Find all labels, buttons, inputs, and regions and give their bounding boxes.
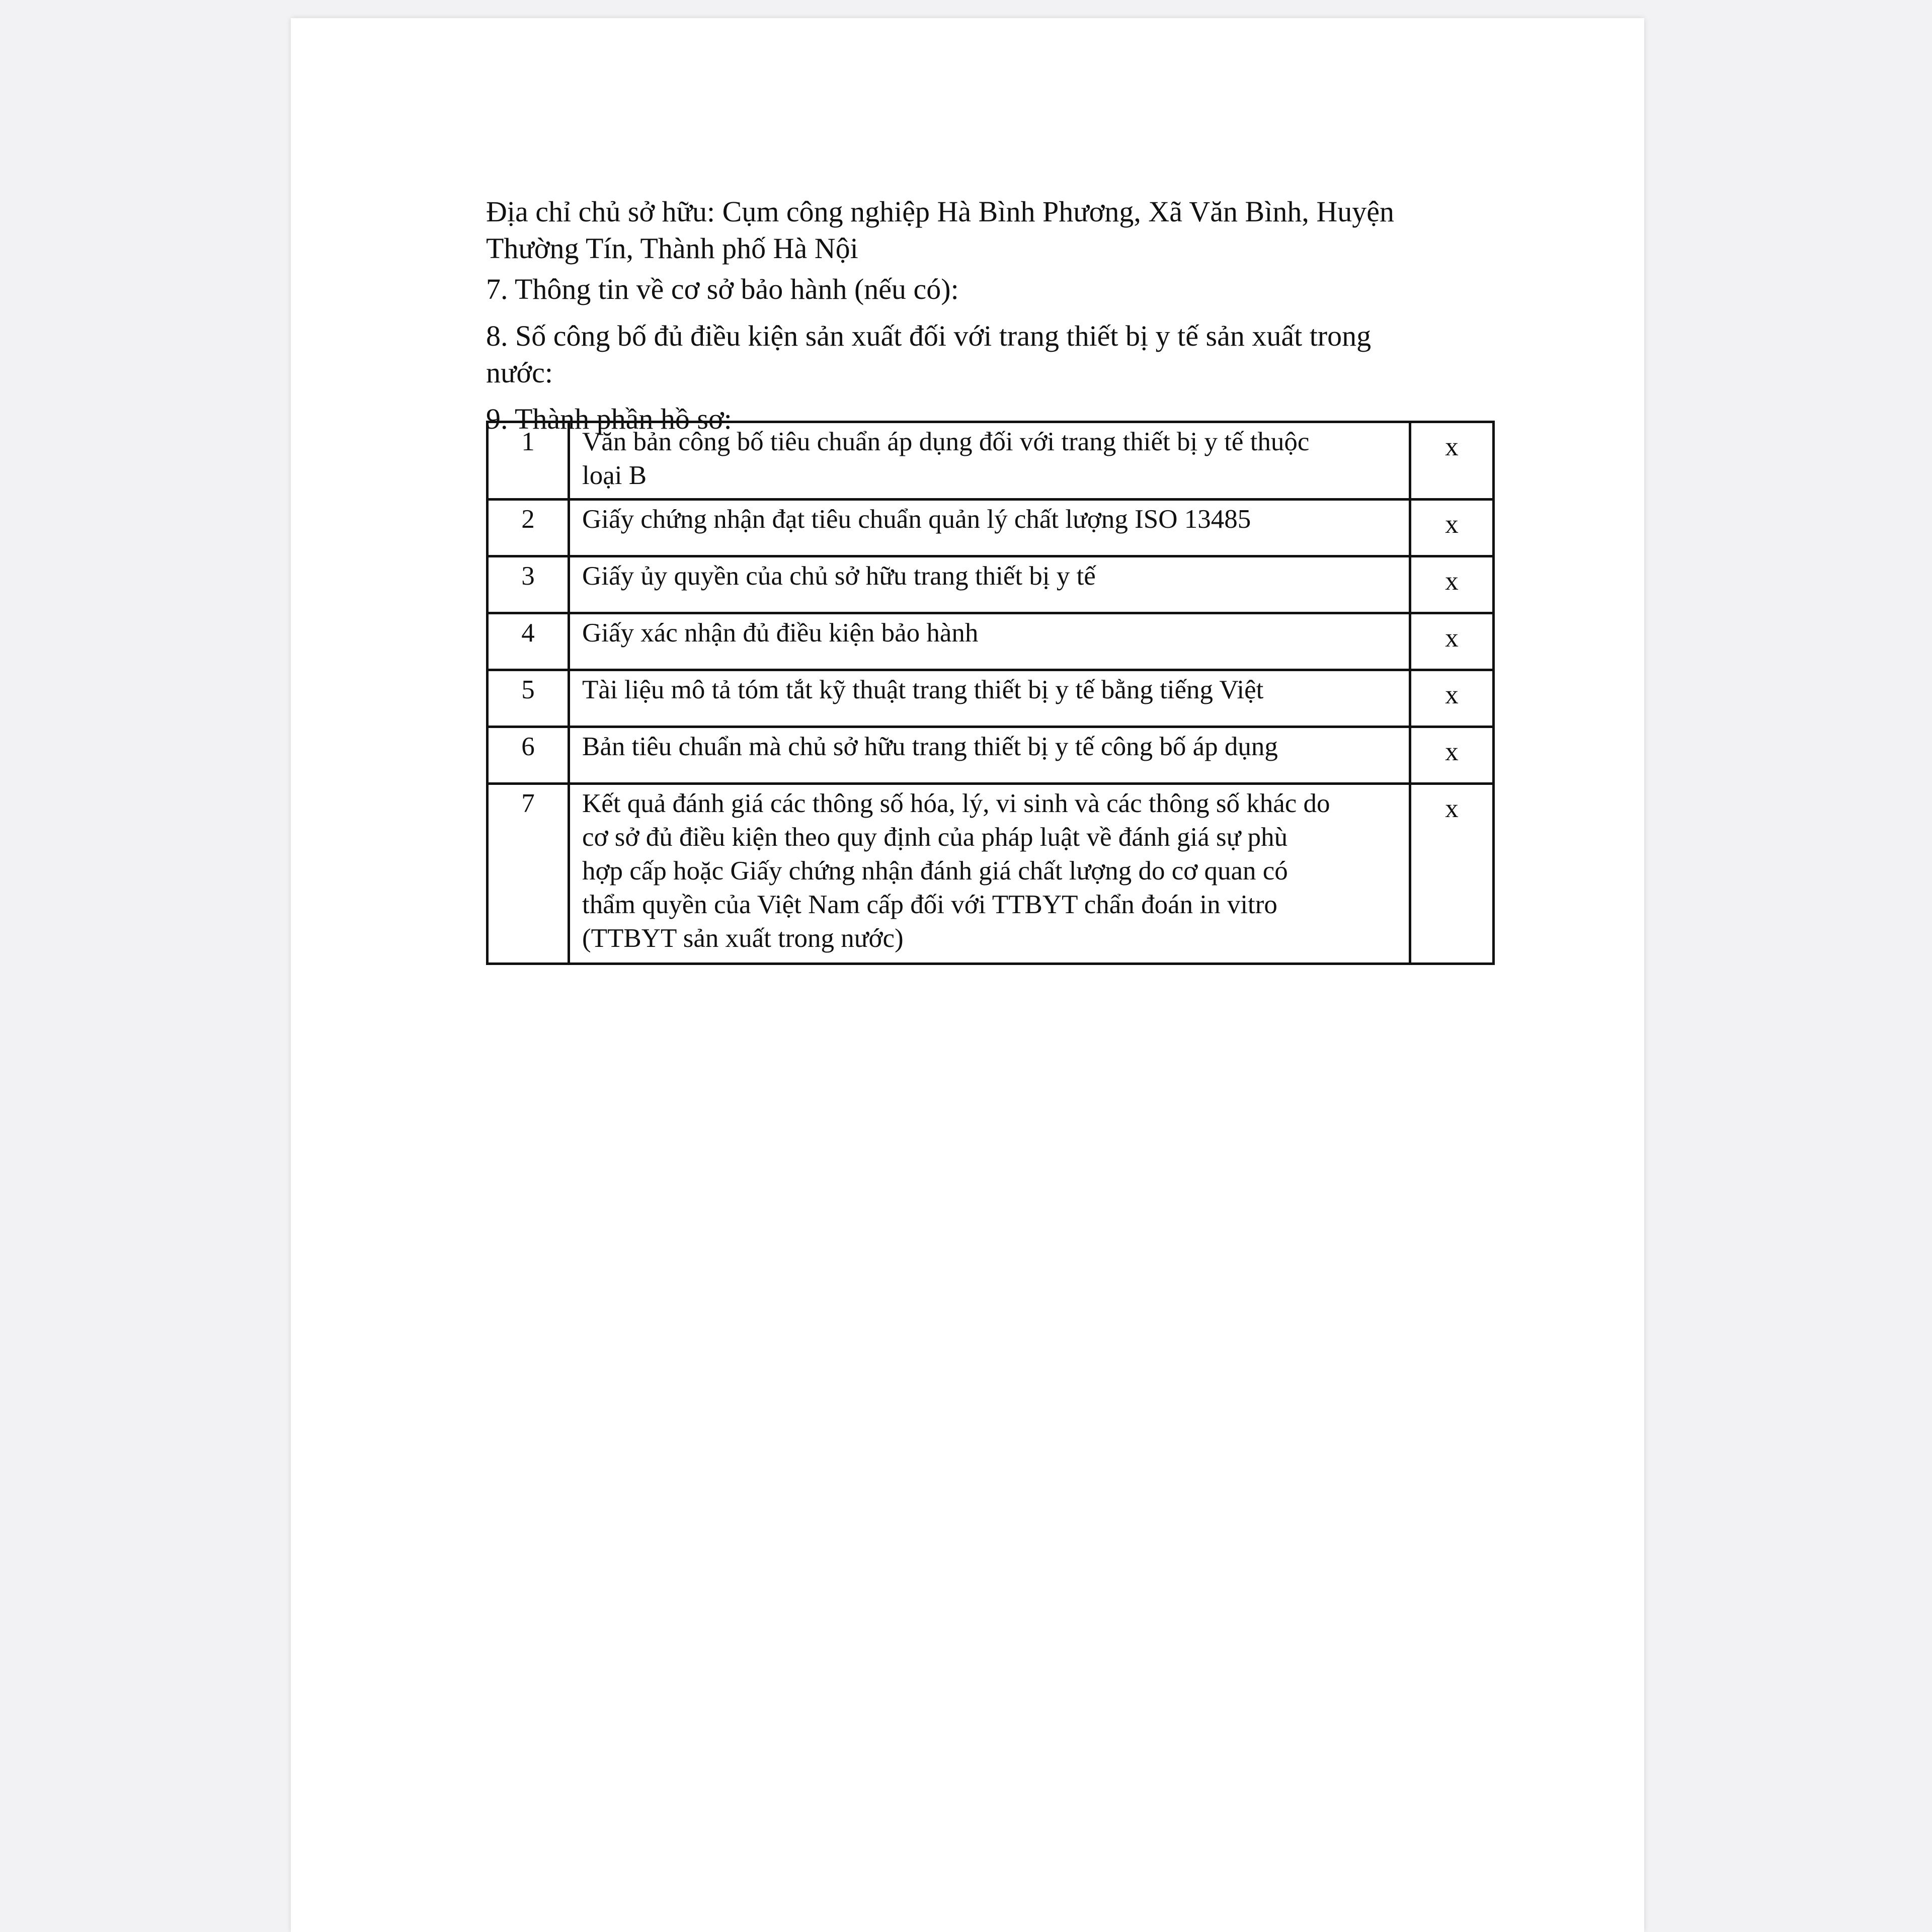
row-number: 1	[488, 422, 569, 500]
table-row	[488, 670, 1494, 727]
description-line: Tài liệu mô tả tóm tắt kỹ thuật trang thiết bị y tế bằng tiếng Việt	[582, 675, 1264, 704]
row-number: 2	[488, 500, 569, 556]
warranty-info-item: 7. Thông tin về cơ sở bảo hành (nếu có):	[486, 273, 959, 305]
owner-address-line-2: Thường Tín, Thành phố Hà Nội	[486, 232, 858, 265]
description-line: cơ sở đủ điều kiện theo quy định của pháp luật về đánh giá sự phù	[582, 823, 1288, 852]
owner-address-line-1: Địa chỉ chủ sở hữu: Cụm công nghiệp Hà Bình Phương, Xã Văn Bình, Huyện	[486, 195, 1394, 228]
row-number: 7	[488, 784, 569, 964]
description-line: Giấy xác nhận đủ điều kiện bảo hành	[582, 618, 979, 648]
table-row	[488, 613, 1494, 670]
table-row	[488, 500, 1494, 556]
row-check-mark: x	[1410, 422, 1494, 500]
row-check-mark: x	[1410, 670, 1494, 727]
description-line: loại B	[582, 461, 647, 490]
row-number: 3	[488, 556, 569, 613]
row-description	[569, 556, 1410, 613]
row-check-mark: x	[1410, 727, 1494, 784]
description-line: Văn bản công bố tiêu chuẩn áp dụng đối với trang thiết bị y tế thuộc	[582, 427, 1310, 456]
table-row	[488, 784, 1494, 964]
row-check-mark: x	[1410, 613, 1494, 670]
production-declaration-line-1: 8. Số công bố đủ điều kiện sản xuất đối với trang thiết bị y tế sản xuất trong	[486, 319, 1372, 352]
row-number: 4	[488, 613, 569, 670]
production-declaration-line-2: nước:	[486, 356, 553, 389]
dossier-components-heading: 9. Thành phần hồ sơ:	[486, 403, 732, 435]
row-description	[569, 727, 1410, 784]
description-line: Giấy chứng nhận đạt tiêu chuẩn quản lý chất lượng ISO 13485	[582, 505, 1251, 534]
description-line: thẩm quyền của Việt Nam cấp đối với TTBYT chẩn đoán in vitro	[582, 890, 1277, 919]
table-row	[488, 727, 1494, 784]
row-check-mark: x	[1410, 784, 1494, 964]
dossier-table	[486, 421, 1495, 965]
table-row	[488, 556, 1494, 613]
table-row	[488, 422, 1494, 500]
document-page	[291, 18, 1644, 1932]
row-number: 5	[488, 670, 569, 727]
row-description	[569, 500, 1410, 556]
row-check-mark: x	[1410, 556, 1494, 613]
description-line: Bản tiêu chuẩn mà chủ sở hữu trang thiết bị y tế công bố áp dụng	[582, 732, 1278, 761]
row-number: 6	[488, 727, 569, 784]
row-description	[569, 670, 1410, 727]
row-description	[569, 422, 1410, 500]
description-line: Kết quả đánh giá các thông số hóa, lý, vi sinh và các thông số khác do	[582, 789, 1330, 818]
row-description	[569, 784, 1410, 964]
row-check-mark: x	[1410, 500, 1494, 556]
description-line: Giấy ủy quyền của chủ sở hữu trang thiết bị y tế	[582, 561, 1096, 591]
description-line: (TTBYT sản xuất trong nước)	[582, 924, 904, 953]
row-description	[569, 613, 1410, 670]
description-line: hợp cấp hoặc Giấy chứng nhận đánh giá chất lượng do cơ quan có	[582, 856, 1288, 886]
